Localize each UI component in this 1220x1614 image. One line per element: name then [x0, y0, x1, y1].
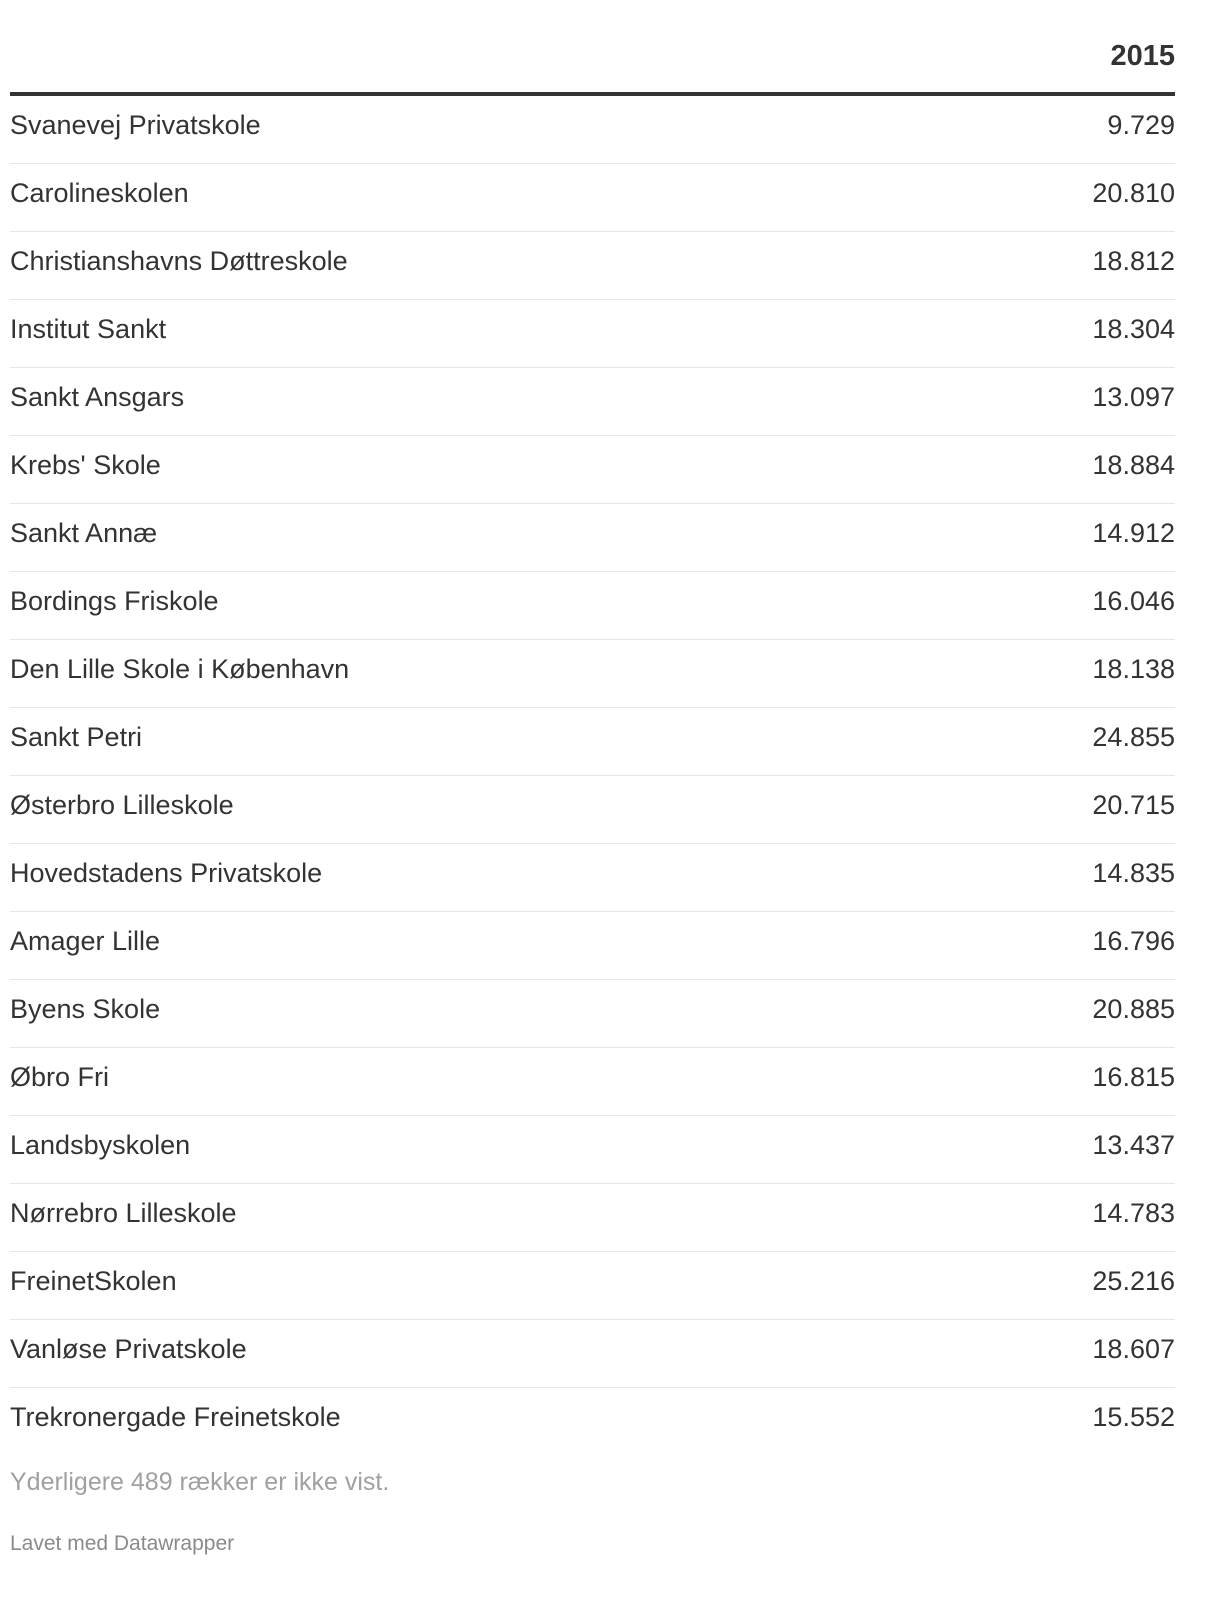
- value-2015-cell: 13.097: [1092, 382, 1175, 412]
- table-row: [10, 708, 1175, 776]
- value-2015-cell: 14.783: [1092, 1198, 1175, 1228]
- school-name-cell: Institut Sankt: [10, 314, 167, 344]
- value-2015-cell: 14.835: [1092, 858, 1175, 888]
- value-2015-cell: 18.607: [1092, 1334, 1175, 1364]
- school-name-cell: Bordings Friskole: [10, 586, 219, 616]
- table-row: [10, 1048, 1175, 1116]
- table-row: [10, 980, 1175, 1048]
- school-name-cell: Sankt Ansgars: [10, 382, 185, 412]
- value-2015-cell: 15.552: [1092, 1402, 1175, 1432]
- school-name-cell: Østerbro Lilleskole: [10, 790, 234, 820]
- table-row: [10, 232, 1175, 300]
- value-2015-cell: 20.885: [1092, 994, 1175, 1024]
- school-name-cell: Sankt Petri: [10, 722, 143, 752]
- school-name-cell: Sankt Annæ: [10, 518, 158, 548]
- table-row: [10, 1320, 1175, 1388]
- school-name-cell: Christianshavns Døttreskole: [10, 246, 348, 276]
- value-2015-cell: 16.815: [1092, 1062, 1175, 1092]
- value-2015-cell: 18.812: [1092, 246, 1175, 276]
- table-row: [10, 1252, 1175, 1320]
- value-2015-cell: 13.437: [1092, 1130, 1175, 1160]
- table-row: [10, 368, 1175, 436]
- school-name-cell: Landsbyskolen: [10, 1130, 191, 1160]
- table-row: [10, 300, 1175, 368]
- column-header-2015[interactable]: 2015: [1110, 40, 1175, 72]
- table-row: [10, 844, 1175, 912]
- value-2015-cell: 14.912: [1092, 518, 1175, 548]
- table-row: [10, 96, 1175, 164]
- table-row: [10, 640, 1175, 708]
- value-2015-cell: 9.729: [1107, 110, 1175, 140]
- table-row: [10, 572, 1175, 640]
- school-name-cell: Svanevej Privatskole: [10, 110, 261, 140]
- table-row: [10, 436, 1175, 504]
- school-name-cell: Hovedstadens Privatskole: [10, 858, 323, 888]
- school-name-cell: Krebs' Skole: [10, 450, 161, 480]
- value-2015-cell: 25.216: [1092, 1266, 1175, 1296]
- table-row: [10, 1388, 1175, 1455]
- school-name-cell: Carolineskolen: [10, 178, 189, 208]
- value-2015-cell: 20.810: [1092, 178, 1175, 208]
- school-name-cell: FreinetSkolen: [10, 1266, 177, 1296]
- data-table: [10, 0, 1175, 1455]
- school-name-cell: Vanløse Privatskole: [10, 1334, 247, 1364]
- value-2015-cell: 18.884: [1092, 450, 1175, 480]
- school-name-cell: Amager Lille: [10, 926, 161, 956]
- rows-not-shown-note: Yderligere 489 rækker er ikke vist.: [10, 1468, 390, 1496]
- school-name-cell: Øbro Fri: [10, 1062, 110, 1092]
- value-2015-cell: 18.138: [1092, 654, 1175, 684]
- table-row: [10, 912, 1175, 980]
- value-2015-cell: 24.855: [1092, 722, 1175, 752]
- value-2015-cell: 18.304: [1092, 314, 1175, 344]
- value-2015-cell: 16.046: [1092, 586, 1175, 616]
- school-name-cell: Byens Skole: [10, 994, 161, 1024]
- value-2015-cell: 16.796: [1092, 926, 1175, 956]
- table-header: [10, 0, 1175, 96]
- table-row: [10, 1184, 1175, 1252]
- school-name-cell: Trekronergade Freinetskole: [10, 1402, 341, 1432]
- table-row: [10, 504, 1175, 572]
- school-name-cell: Den Lille Skole i København: [10, 654, 350, 684]
- table-row: [10, 164, 1175, 232]
- table-row: [10, 1116, 1175, 1184]
- table-body: [10, 96, 1175, 1455]
- school-name-cell: Nørrebro Lilleskole: [10, 1198, 237, 1228]
- value-2015-cell: 20.715: [1092, 790, 1175, 820]
- datawrapper-credit[interactable]: Lavet med Datawrapper: [10, 1532, 235, 1555]
- table-row: [10, 776, 1175, 844]
